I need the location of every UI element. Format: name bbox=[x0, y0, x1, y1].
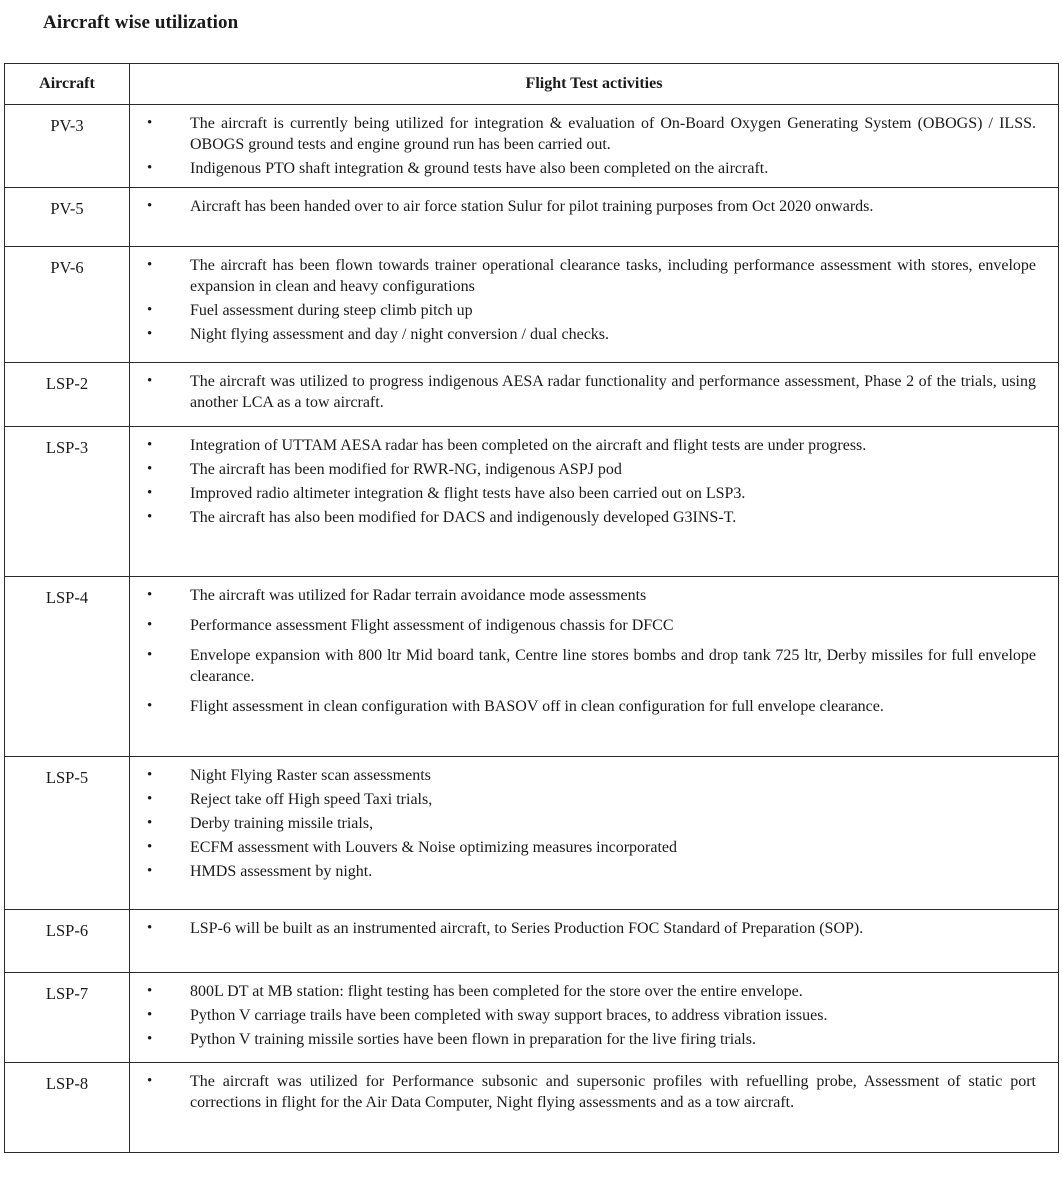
activities-cell bbox=[130, 973, 1059, 1063]
activities-cell bbox=[130, 910, 1059, 973]
activity-list bbox=[130, 981, 1036, 1050]
activity-list bbox=[130, 585, 1036, 717]
list-item: • Night flying assessment and day / night conversion / dual checks. bbox=[130, 324, 1036, 345]
list-item: • The aircraft has been flown towards trainer operational clearance tasks, including performance assessment with stores, envelope expansion in clean and heavy configurations bbox=[130, 255, 1036, 297]
table-row bbox=[5, 363, 1059, 427]
table-row bbox=[5, 105, 1059, 188]
table-row bbox=[5, 757, 1059, 910]
activities-cell bbox=[130, 427, 1059, 577]
activities-cell bbox=[130, 363, 1059, 427]
list-item: • Python V training missile sorties have been flown in preparation for the live firing trials. bbox=[130, 1029, 1036, 1050]
aircraft-cell: LSP-5 bbox=[5, 757, 130, 910]
list-item: • The aircraft has been modified for RWR-NG, indigenous ASPJ pod bbox=[130, 459, 1036, 480]
list-item: • The aircraft was utilized for Radar terrain avoidance mode assessments bbox=[130, 585, 1036, 606]
table-row bbox=[5, 427, 1059, 577]
activities-cell bbox=[130, 105, 1059, 188]
list-item: • 800L DT at MB station: flight testing has been completed for the store over the entire envelope. bbox=[130, 981, 1036, 1002]
list-item: • Flight assessment in clean configuration with BASOV off in clean configuration for full envelope clearance. bbox=[130, 696, 1036, 717]
table-row bbox=[5, 910, 1059, 973]
activities-cell bbox=[130, 757, 1059, 910]
list-item: • Integration of UTTAM AESA radar has been completed on the aircraft and flight tests are under progress. bbox=[130, 435, 1036, 456]
activity-list bbox=[130, 435, 1036, 528]
activities-cell bbox=[130, 188, 1059, 247]
aircraft-cell: LSP-4 bbox=[5, 577, 130, 757]
list-item: • LSP-6 will be built as an instrumented aircraft, to Series Production FOC Standard of Preparation (SOP). bbox=[130, 918, 1036, 939]
activity-list bbox=[130, 255, 1036, 345]
aircraft-cell: LSP-7 bbox=[5, 973, 130, 1063]
activities-cell bbox=[130, 247, 1059, 363]
aircraft-cell: PV-5 bbox=[5, 188, 130, 247]
list-item: • HMDS assessment by night. bbox=[130, 861, 1036, 882]
list-item: • Reject take off High speed Taxi trials, bbox=[130, 789, 1036, 810]
utilization-table bbox=[4, 63, 1059, 1153]
activity-list bbox=[130, 918, 1036, 939]
aircraft-cell: PV-6 bbox=[5, 247, 130, 363]
activity-list bbox=[130, 1071, 1036, 1113]
list-item: • Python V carriage trails have been completed with sway support braces, to address vibration issues. bbox=[130, 1005, 1036, 1026]
list-item: • The aircraft was utilized to progress indigenous AESA radar functionality and performance assessment, Phase 2 of the trials, using another LCA as a tow aircraft. bbox=[130, 371, 1036, 413]
list-item: • Performance assessment Flight assessment of indigenous chassis for DFCC bbox=[130, 615, 1036, 636]
table-row bbox=[5, 973, 1059, 1063]
header-aircraft: Aircraft bbox=[5, 64, 130, 105]
list-item: • The aircraft was utilized for Performance subsonic and supersonic profiles with refuelling probe, Assessment of static port corrections in flight for the Air Data Computer, Night flying assessments and as a tow aircraft. bbox=[130, 1071, 1036, 1113]
table-row bbox=[5, 577, 1059, 757]
activities-cell bbox=[130, 1063, 1059, 1153]
list-item: • Indigenous PTO shaft integration & ground tests have also been completed on the aircraft. bbox=[130, 158, 1036, 179]
activity-list bbox=[130, 196, 1036, 217]
header-flight-test-activities: Flight Test activities bbox=[130, 64, 1059, 105]
list-item: • Night Flying Raster scan assessments bbox=[130, 765, 1036, 786]
table-header-row bbox=[5, 64, 1059, 105]
list-item: • Envelope expansion with 800 ltr Mid board tank, Centre line stores bombs and drop tank 725 ltr, Derby missiles for full envelope clearance. bbox=[130, 645, 1036, 687]
aircraft-cell: LSP-8 bbox=[5, 1063, 130, 1153]
aircraft-cell: LSP-6 bbox=[5, 910, 130, 973]
list-item: • Derby training missile trials, bbox=[130, 813, 1036, 834]
activities-cell bbox=[130, 577, 1059, 757]
activity-list bbox=[130, 113, 1036, 179]
table-row bbox=[5, 1063, 1059, 1153]
list-item: • ECFM assessment with Louvers & Noise optimizing measures incorporated bbox=[130, 837, 1036, 858]
aircraft-cell: LSP-2 bbox=[5, 363, 130, 427]
list-item: • The aircraft has also been modified for DACS and indigenously developed G3INS-T. bbox=[130, 507, 1036, 528]
list-item: • Aircraft has been handed over to air force station Sulur for pilot training purposes from Oct 2020 onwards. bbox=[130, 196, 1036, 217]
activity-list bbox=[130, 765, 1036, 882]
aircraft-cell: LSP-3 bbox=[5, 427, 130, 577]
page-title: Aircraft wise utilization bbox=[43, 12, 239, 33]
list-item: • Fuel assessment during steep climb pitch up bbox=[130, 300, 1036, 321]
table-row bbox=[5, 188, 1059, 247]
list-item: • Improved radio altimeter integration & flight tests have also been carried out on LSP3. bbox=[130, 483, 1036, 504]
list-item: • The aircraft is currently being utilized for integration & evaluation of On-Board Oxygen Generating System (OBOGS) / ILSS. OBOGS ground tests and engine ground run has been carried out. bbox=[130, 113, 1036, 155]
table-row bbox=[5, 247, 1059, 363]
aircraft-cell: PV-3 bbox=[5, 105, 130, 188]
activity-list bbox=[130, 371, 1036, 413]
